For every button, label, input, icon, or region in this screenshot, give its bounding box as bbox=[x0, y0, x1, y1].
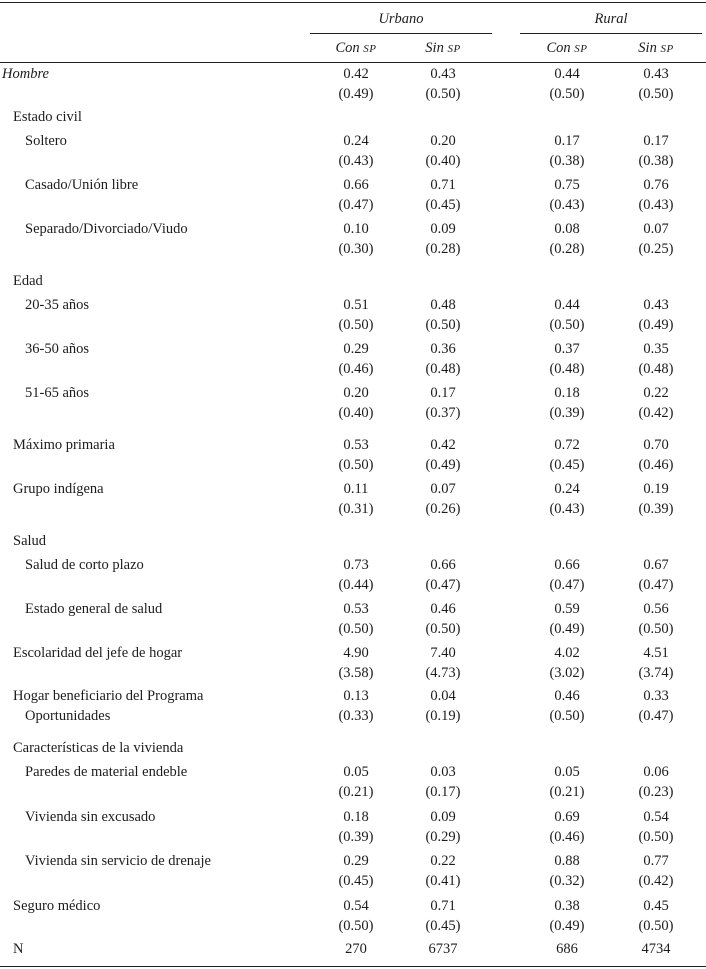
cell-sd: (0.39) bbox=[638, 501, 674, 517]
group-header-rural: Rural bbox=[594, 11, 628, 27]
cell-sd: (0.43) bbox=[549, 197, 585, 213]
cell-mean: 4734 bbox=[641, 941, 671, 957]
cell-sd: (0.46) bbox=[638, 457, 674, 473]
cell-sd: (0.50) bbox=[425, 86, 461, 102]
col-header-urbano-con-sp: Con SP bbox=[335, 40, 377, 56]
cell-mean: 0.33 bbox=[643, 688, 669, 704]
cell-mean: 0.46 bbox=[430, 601, 456, 617]
row-label: Seguro médico bbox=[13, 898, 101, 914]
cell-mean: 0.53 bbox=[343, 437, 369, 453]
cell-sd: (0.45) bbox=[549, 457, 585, 473]
cell-sd: (0.49) bbox=[549, 621, 585, 637]
row-label: 20-35 años bbox=[25, 297, 90, 313]
row-label: Estado civil bbox=[13, 109, 82, 125]
col-header-urbano-sin-sp: Sin SP bbox=[425, 40, 461, 56]
cell-mean: 0.75 bbox=[554, 177, 580, 193]
cell-mean: 0.42 bbox=[430, 437, 456, 453]
cell-mean: 0.66 bbox=[430, 557, 456, 573]
cell-sd: (0.43) bbox=[338, 153, 374, 169]
cell-sd: (0.26) bbox=[425, 501, 461, 517]
cell-sd: (0.21) bbox=[338, 784, 374, 800]
row-label: 51-65 años bbox=[25, 385, 90, 401]
cell-mean: 686 bbox=[556, 941, 578, 957]
cell-mean: 0.37 bbox=[554, 341, 580, 357]
cell-sd: (3.74) bbox=[638, 665, 674, 681]
row-label: Salud de corto plazo bbox=[25, 557, 144, 573]
row-label: Edad bbox=[13, 273, 43, 289]
cell-mean: 0.03 bbox=[430, 764, 456, 780]
cell-sd: (0.50) bbox=[338, 317, 374, 333]
cell-mean: 0.45 bbox=[643, 898, 669, 914]
row-label: 36-50 años bbox=[25, 341, 90, 357]
row-label-continuation: Oportunidades bbox=[25, 708, 111, 724]
cell-mean: 0.20 bbox=[430, 133, 456, 149]
cell-mean: 0.76 bbox=[643, 177, 669, 193]
bottom-rule bbox=[0, 966, 706, 967]
cell-sd: (0.44) bbox=[338, 577, 374, 593]
cell-mean: 0.22 bbox=[430, 853, 456, 869]
cell-mean: 0.18 bbox=[554, 385, 580, 401]
cell-mean: 4.51 bbox=[643, 645, 669, 661]
cell-mean: 0.71 bbox=[430, 177, 456, 193]
cell-sd: (0.37) bbox=[425, 405, 461, 421]
group-header-urbano: Urbano bbox=[378, 11, 424, 27]
cell-sd: (0.39) bbox=[338, 829, 374, 845]
row-label: Salud bbox=[13, 533, 47, 549]
cell-mean: 0.59 bbox=[554, 601, 580, 617]
cell-mean: 0.54 bbox=[343, 898, 369, 914]
cell-sd: (0.17) bbox=[425, 784, 461, 800]
cell-mean: 0.71 bbox=[430, 898, 456, 914]
cell-sd: (0.47) bbox=[425, 577, 461, 593]
cell-sd: (0.21) bbox=[549, 784, 585, 800]
cell-sd: (0.47) bbox=[638, 708, 674, 724]
cell-mean: 0.24 bbox=[343, 133, 369, 149]
cell-sd: (0.50) bbox=[338, 457, 374, 473]
cell-mean: 0.44 bbox=[554, 66, 580, 82]
cell-sd: (0.50) bbox=[549, 317, 585, 333]
cell-sd: (0.46) bbox=[549, 829, 585, 845]
cell-sd: (0.45) bbox=[425, 197, 461, 213]
cell-sd: (0.45) bbox=[338, 873, 374, 889]
row-label: Estado general de salud bbox=[25, 601, 163, 617]
cell-sd: (0.23) bbox=[638, 784, 674, 800]
cell-sd: (0.25) bbox=[638, 241, 674, 257]
cell-mean: 0.18 bbox=[343, 809, 369, 825]
cell-sd: (0.50) bbox=[549, 708, 585, 724]
cell-sd: (0.50) bbox=[549, 86, 585, 102]
cell-sd: (0.42) bbox=[638, 873, 674, 889]
cell-mean: 4.02 bbox=[554, 645, 580, 661]
cell-sd: (0.49) bbox=[338, 86, 374, 102]
header-rule bbox=[0, 62, 706, 63]
cell-mean: 0.88 bbox=[554, 853, 580, 869]
cell-mean: 0.09 bbox=[430, 809, 456, 825]
cell-sd: (0.49) bbox=[638, 317, 674, 333]
cell-sd: (0.46) bbox=[338, 361, 374, 377]
cell-sd: (0.47) bbox=[638, 577, 674, 593]
cell-sd: (0.48) bbox=[638, 361, 674, 377]
cell-mean: 0.43 bbox=[643, 66, 669, 82]
cell-sd: (0.42) bbox=[638, 405, 674, 421]
cell-mean: 0.53 bbox=[343, 601, 369, 617]
cell-sd: (0.50) bbox=[638, 918, 674, 934]
cell-mean: 0.17 bbox=[643, 133, 669, 149]
row-label: Hogar beneficiario del Programa bbox=[13, 688, 204, 704]
cell-sd: (0.43) bbox=[549, 501, 585, 517]
row-label: Características de la vivienda bbox=[13, 740, 184, 756]
row-label: N bbox=[13, 941, 24, 957]
cell-sd: (0.48) bbox=[425, 361, 461, 377]
cell-sd: (0.28) bbox=[425, 241, 461, 257]
cell-sd: (0.48) bbox=[549, 361, 585, 377]
cell-mean: 0.67 bbox=[643, 557, 669, 573]
row-label: Vivienda sin servicio de drenaje bbox=[25, 853, 211, 869]
cell-sd: (0.28) bbox=[549, 241, 585, 257]
row-label: Máximo primaria bbox=[13, 437, 115, 453]
row-label: Grupo indígena bbox=[13, 481, 104, 497]
cell-sd: (0.39) bbox=[549, 405, 585, 421]
cell-sd: (3.58) bbox=[338, 665, 374, 681]
cell-mean: 6737 bbox=[428, 941, 458, 957]
cell-sd: (0.50) bbox=[425, 621, 461, 637]
cell-sd: (0.38) bbox=[638, 153, 674, 169]
cell-mean: 0.54 bbox=[643, 809, 669, 825]
cell-sd: (3.02) bbox=[549, 665, 585, 681]
cell-sd: (0.33) bbox=[338, 708, 374, 724]
cell-mean: 0.42 bbox=[343, 66, 369, 82]
cell-sd: (0.50) bbox=[638, 86, 674, 102]
cell-mean: 0.46 bbox=[554, 688, 580, 704]
cell-mean: 0.77 bbox=[643, 853, 669, 869]
cell-sd: (0.38) bbox=[549, 153, 585, 169]
cell-mean: 0.09 bbox=[430, 221, 456, 237]
cell-sd: (4.73) bbox=[425, 665, 461, 681]
top-rule bbox=[0, 2, 706, 3]
row-label: Vivienda sin excusado bbox=[25, 809, 156, 825]
cell-mean: 4.90 bbox=[343, 645, 369, 661]
cell-mean: 0.44 bbox=[554, 297, 580, 313]
cell-sd: (0.19) bbox=[425, 708, 461, 724]
cell-mean: 0.70 bbox=[643, 437, 669, 453]
row-label: Casado/Unión libre bbox=[25, 177, 139, 193]
cell-mean: 0.48 bbox=[430, 297, 456, 313]
row-label: Hombre bbox=[2, 66, 49, 82]
cell-sd: (0.50) bbox=[338, 918, 374, 934]
cell-mean: 0.10 bbox=[343, 221, 369, 237]
cell-mean: 0.05 bbox=[554, 764, 580, 780]
cell-sd: (0.40) bbox=[338, 405, 374, 421]
cell-sd: (0.41) bbox=[425, 873, 461, 889]
cell-mean: 0.19 bbox=[643, 481, 669, 497]
cell-sd: (0.30) bbox=[338, 241, 374, 257]
cell-sd: (0.47) bbox=[549, 577, 585, 593]
cell-sd: (0.31) bbox=[338, 501, 374, 517]
cell-sd: (0.49) bbox=[425, 457, 461, 473]
cell-mean: 0.56 bbox=[643, 601, 669, 617]
cell-mean: 0.24 bbox=[554, 481, 580, 497]
cell-sd: (0.50) bbox=[338, 621, 374, 637]
row-label: Soltero bbox=[25, 133, 67, 149]
cell-mean: 0.17 bbox=[430, 385, 456, 401]
cell-mean: 0.17 bbox=[554, 133, 580, 149]
col-header-rural-sin-sp: Sin SP bbox=[638, 40, 674, 56]
cell-mean: 0.06 bbox=[643, 764, 669, 780]
cell-mean: 0.43 bbox=[430, 66, 456, 82]
cell-mean: 0.07 bbox=[643, 221, 669, 237]
cell-mean: 7.40 bbox=[430, 645, 456, 661]
cell-mean: 0.66 bbox=[343, 177, 369, 193]
cell-mean: 0.05 bbox=[343, 764, 369, 780]
cell-mean: 0.11 bbox=[343, 481, 369, 497]
row-label: Paredes de material endeble bbox=[25, 764, 188, 780]
cell-sd: (0.50) bbox=[638, 829, 674, 845]
cell-sd: (0.49) bbox=[549, 918, 585, 934]
cell-mean: 0.73 bbox=[343, 557, 369, 573]
cell-sd: (0.29) bbox=[425, 829, 461, 845]
cell-mean: 0.66 bbox=[554, 557, 580, 573]
cell-mean: 0.13 bbox=[343, 688, 369, 704]
cell-sd: (0.50) bbox=[425, 317, 461, 333]
cell-mean: 0.36 bbox=[430, 341, 456, 357]
cell-mean: 0.69 bbox=[554, 809, 580, 825]
cell-mean: 0.29 bbox=[343, 341, 369, 357]
cell-sd: (0.45) bbox=[425, 918, 461, 934]
cell-mean: 0.72 bbox=[554, 437, 580, 453]
cell-sd: (0.50) bbox=[638, 621, 674, 637]
cell-mean: 0.35 bbox=[643, 341, 669, 357]
cell-mean: 0.04 bbox=[430, 688, 456, 704]
cell-mean: 0.22 bbox=[643, 385, 669, 401]
cell-sd: (0.43) bbox=[638, 197, 674, 213]
cell-mean: 0.43 bbox=[643, 297, 669, 313]
cell-sd: (0.32) bbox=[549, 873, 585, 889]
cell-sd: (0.47) bbox=[338, 197, 374, 213]
cell-mean: 0.38 bbox=[554, 898, 580, 914]
cell-mean: 0.07 bbox=[430, 481, 456, 497]
row-label: Separado/Divorciado/Viudo bbox=[25, 221, 188, 237]
col-header-rural-con-sp: Con SP bbox=[546, 40, 588, 56]
cell-mean: 0.29 bbox=[343, 853, 369, 869]
row-label: Escolaridad del jefe de hogar bbox=[13, 645, 183, 661]
cell-sd: (0.40) bbox=[425, 153, 461, 169]
cell-mean: 0.51 bbox=[343, 297, 369, 313]
cell-mean: 270 bbox=[345, 941, 367, 957]
rural-underline bbox=[520, 33, 702, 34]
cell-mean: 0.20 bbox=[343, 385, 369, 401]
cell-mean: 0.08 bbox=[554, 221, 580, 237]
urbano-underline bbox=[310, 33, 492, 34]
